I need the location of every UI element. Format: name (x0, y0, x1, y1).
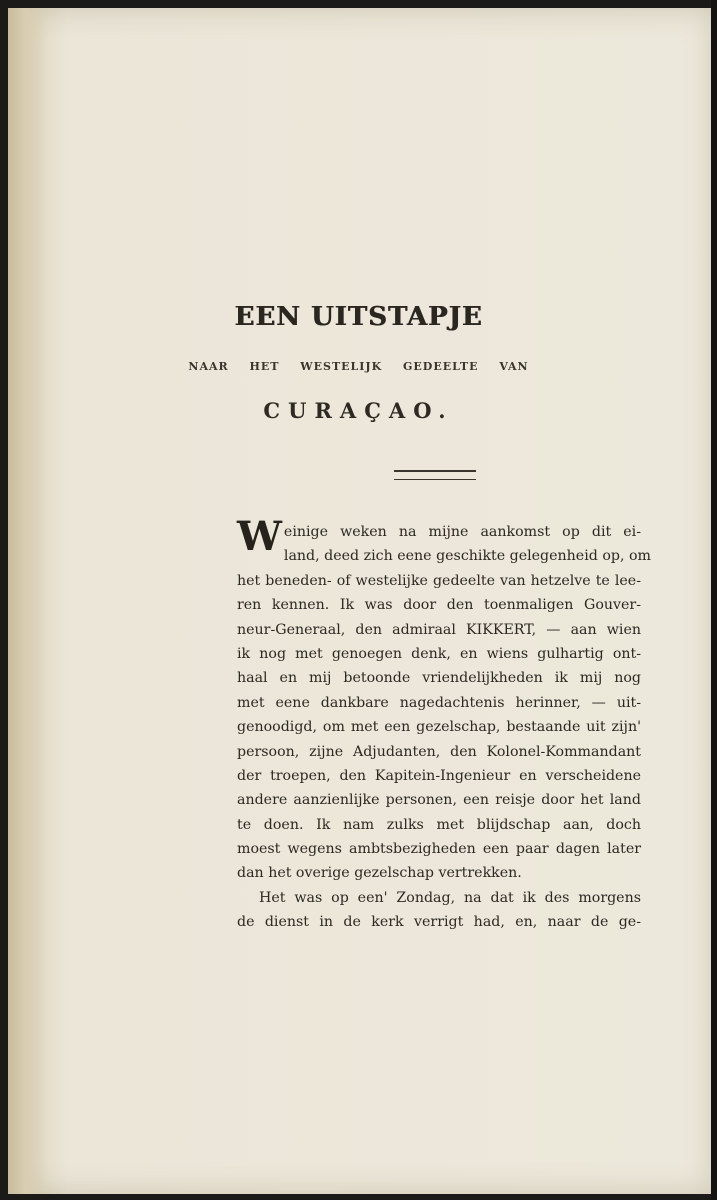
text-line: met eene dankbare nagedachtenis herinner, — uit- (237, 694, 641, 711)
double-rule-divider (394, 470, 476, 480)
text-line: land, deed zich eene geschikte gelegenheid op, om (283, 548, 651, 565)
text-line: andere aanzienlijke personen, een reisje door het land (237, 792, 641, 809)
text-line: genoodigd, om met een gezelschap, bestaande uit zijn' (237, 719, 641, 736)
body-text (237, 513, 651, 935)
page-subtitle: NAAR HET WESTELIJK GEDEELTE VAN (188, 360, 529, 373)
text-line: te doen. Ik nam zulks met blijdschap aan, doch (237, 816, 641, 833)
text-line: der troepen, den Kapitein-Ingenieur en verscheidene (237, 767, 641, 784)
drop-cap: W (237, 513, 282, 560)
right-border (711, 0, 717, 1200)
text-line: moest wegens ambtsbezigheden een paar dagen later (237, 841, 641, 858)
text-line: neur-Generaal, den admiraal KIKKERT, — aan wien (237, 621, 641, 638)
page-title: EEN UITSTAPJE (234, 302, 483, 332)
text-line: ik nog met genoegen denk, en wiens gulhartig ont- (237, 645, 641, 662)
text-line: ren kennen. Ik was door den toenmaligen Gouver- (237, 597, 641, 614)
text-line: persoon, zijne Adjudanten, den Kolonel-Kommandant (237, 743, 641, 760)
text-line: haal en mij betoonde vriendelijkheden ik mij nog (237, 670, 641, 687)
page-edge (8, 8, 48, 1194)
text-line: dan het overige gezelschap vertrekken. (237, 865, 522, 882)
text-line: Het was op een' Zondag, na dat ik des morgens (259, 889, 641, 906)
text-line: het beneden- of westelijke gedeelte van hetzelve te lee- (237, 572, 641, 589)
text-line: einige weken na mijne aankomst op dit ei- (283, 524, 641, 540)
text-line: de dienst in de kerk verrigt had, en, naar de ge- (237, 914, 641, 931)
place-heading: CURAÇAO. (263, 398, 454, 423)
